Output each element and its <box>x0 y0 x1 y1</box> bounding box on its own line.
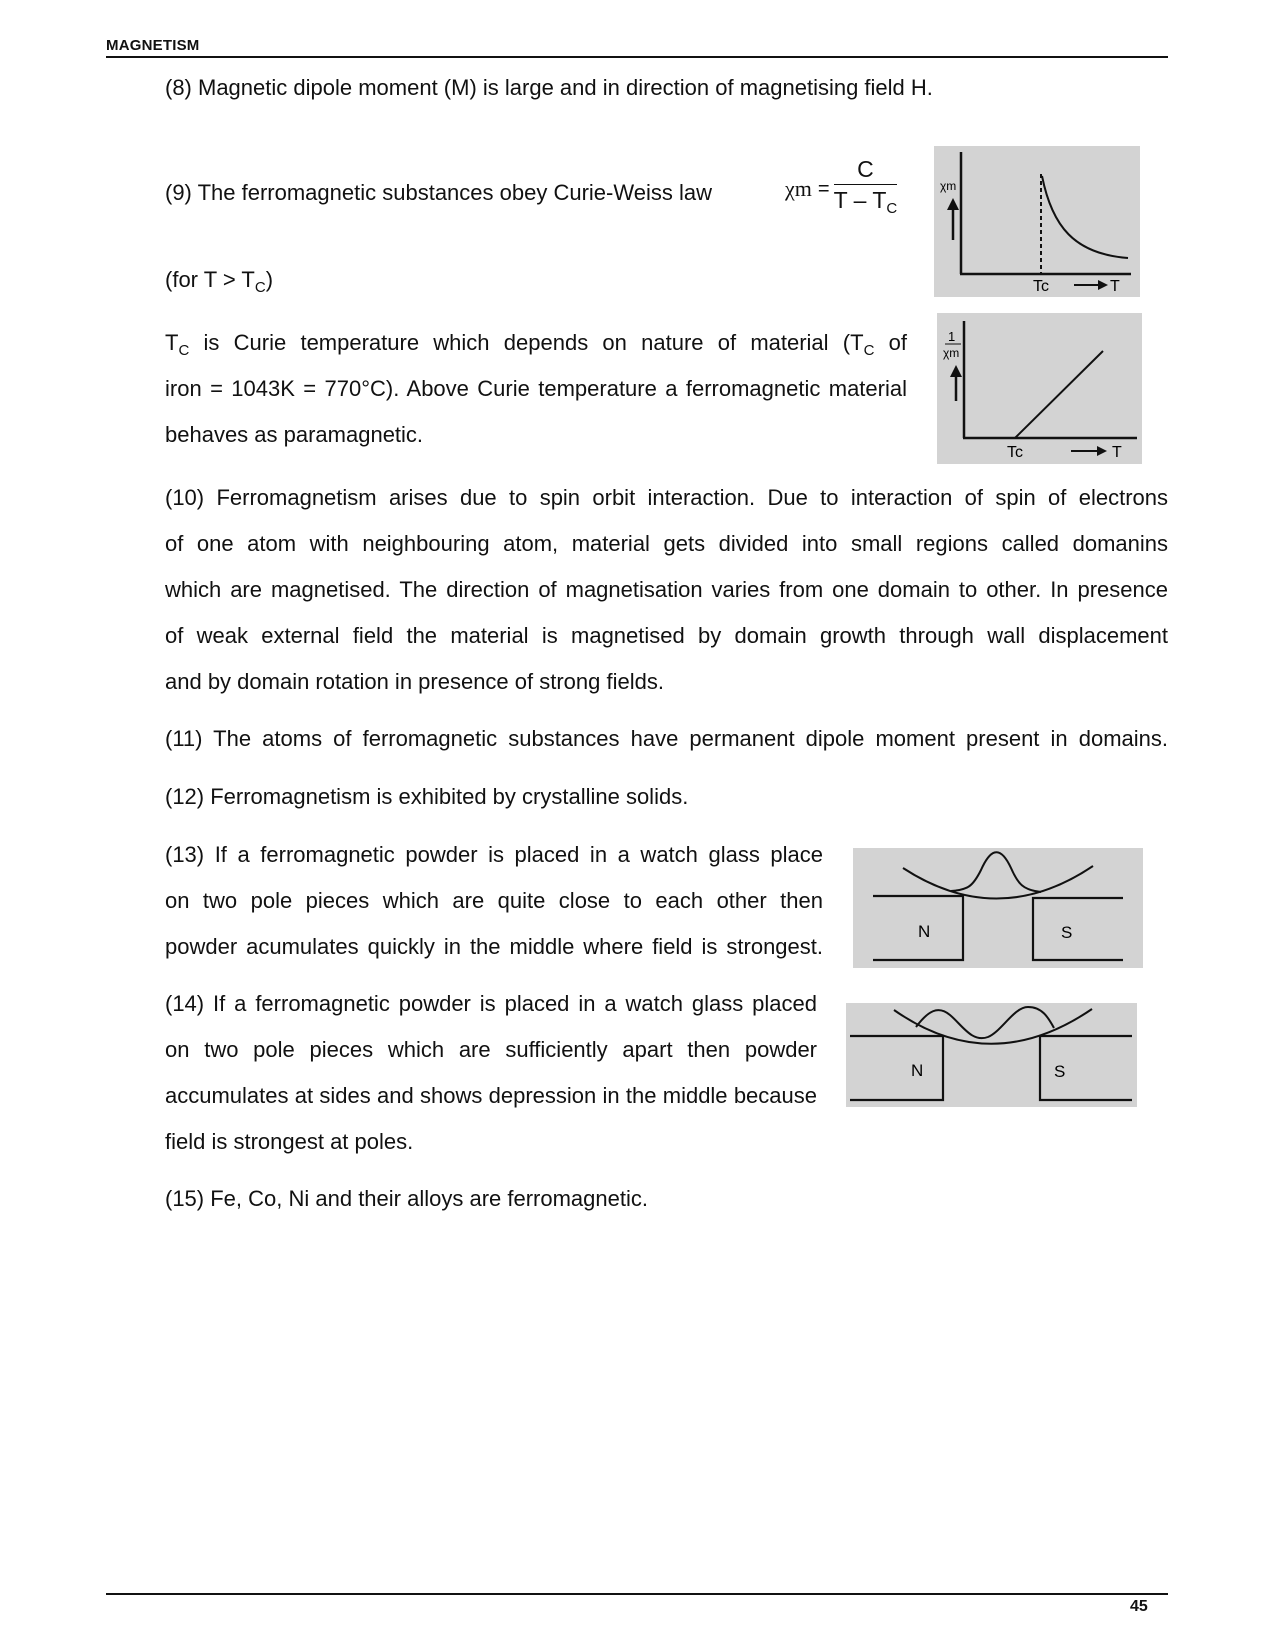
item-8: (8) Magnetic dipole moment (M) is large and in direction of magnetising field H. <box>165 75 933 100</box>
item-13-line: (13) If a ferromagnetic powder is placed in a watch glass place <box>165 842 823 867</box>
item-13 <box>165 832 823 970</box>
condition-prefix: (for T > T <box>165 267 255 292</box>
item-14-line: accumulates at sides and shows depression in the middle because <box>165 1083 817 1108</box>
x-arrow-head <box>1097 446 1107 456</box>
footer-rule <box>106 1593 1168 1595</box>
y-axis-label: χm <box>940 179 957 193</box>
close-poles-svg <box>853 848 1143 968</box>
formula-den-sub: C <box>886 200 898 217</box>
tc-symbol: T <box>165 330 179 355</box>
powder-heap-center <box>951 852 1041 892</box>
inverse-graph-svg <box>937 313 1142 464</box>
curie-temperature-paragraph <box>165 320 907 458</box>
x-axis-label: T <box>1112 444 1122 461</box>
item-10-line: and by domain rotation in presence of strong fields. <box>165 669 664 694</box>
north-pole-piece <box>850 1036 943 1100</box>
item-13-line: powder acumulates quickly in the middle where field is strongest. <box>165 934 823 959</box>
page-number: 45 <box>1130 1598 1148 1615</box>
curie-line-1-end: of <box>874 330 907 355</box>
condition-suffix: ) <box>265 267 274 292</box>
item-11 <box>165 716 1168 762</box>
north-label: N <box>911 1061 924 1080</box>
inverse-susceptibility-vs-temperature-graph <box>937 313 1142 464</box>
item-10-line: of one atom with neighbouring atom, material gets divided into small regions called domanins <box>165 531 1168 556</box>
watch-glass <box>903 866 1093 899</box>
formula-lhs: χm <box>785 176 812 201</box>
curie-line-3: behaves as paramagnetic. <box>165 422 424 447</box>
north-label: N <box>918 922 931 941</box>
tc-marker-label: Tc <box>1033 278 1049 295</box>
susceptibility-curve <box>1042 176 1128 258</box>
item-14-line: on two pole pieces which are sufficiently apart then powder <box>165 1037 817 1062</box>
item-10-line: which are magnetised. The direction of magnetisation varies from one domain to other. In presence <box>165 577 1168 602</box>
header-rule <box>106 56 1168 58</box>
south-label: S <box>1054 1062 1066 1081</box>
apart-poles-svg <box>846 1003 1137 1107</box>
y-arrow-head <box>950 365 962 377</box>
item-11-line: (11) The atoms of ferromagnetic substances have permanent dipole moment present in domains. <box>165 726 1168 751</box>
y-label-denominator: χm <box>943 346 960 360</box>
item-9-text: (9) The ferromagnetic substances obey Curie-Weiss law <box>165 180 712 205</box>
susceptibility-graph-svg <box>934 146 1140 297</box>
formula-fraction <box>834 156 898 222</box>
tc-sub: C <box>178 342 190 359</box>
tc-marker-label: Tc <box>1007 444 1023 461</box>
item-10 <box>165 475 1168 705</box>
susceptibility-vs-temperature-graph <box>934 146 1140 297</box>
y-arrow-head <box>947 198 959 210</box>
formula-numerator: C <box>834 156 898 185</box>
formula-den-text: T – T <box>833 187 887 213</box>
curie-weiss-formula <box>785 156 897 222</box>
condition-sub: C <box>254 279 266 296</box>
curie-line-1 <box>165 320 907 366</box>
curie-line-1-text: is Curie temperature which depends on nature of material (T <box>189 330 864 355</box>
x-arrow-head <box>1098 280 1108 290</box>
item-15: (15) Fe, Co, Ni and their alloys are ferromagnetic. <box>165 1186 648 1211</box>
y-label-numerator: 1 <box>948 329 956 344</box>
item-13-line: on two pole pieces which are quite close to each other then <box>165 888 823 913</box>
south-label: S <box>1061 923 1073 942</box>
item-10-line: of weak external field the material is magnetised by domain growth through wall displacement <box>165 623 1168 648</box>
watch-glass <box>894 1009 1092 1044</box>
item-10-line: (10) Ferromagnetism arises due to spin orbit interaction. Due to interaction of spin of electrons <box>165 485 1168 510</box>
formula-equals: = <box>817 177 830 200</box>
item-14 <box>165 981 817 1165</box>
x-axis-label: T <box>1110 278 1120 295</box>
apart-pole-pieces-diagram <box>846 1003 1137 1107</box>
south-pole-piece <box>1033 898 1123 960</box>
formula-denominator <box>834 185 898 222</box>
item-9-condition <box>165 257 273 311</box>
inverse-susceptibility-line <box>1015 351 1103 438</box>
close-pole-pieces-diagram <box>853 848 1143 968</box>
running-header: MAGNETISM <box>106 37 200 54</box>
curie-line-2: iron = 1043K = 770°C). Above Curie temperature a ferromagnetic material <box>165 376 907 401</box>
item-14-line: (14) If a ferromagnetic powder is placed in a watch glass placed <box>165 991 817 1016</box>
tc-sub-2: C <box>863 342 875 359</box>
item-12: (12) Ferromagnetism is exhibited by crystalline solids. <box>165 784 689 809</box>
item-14-line: field is strongest at poles. <box>165 1129 414 1154</box>
